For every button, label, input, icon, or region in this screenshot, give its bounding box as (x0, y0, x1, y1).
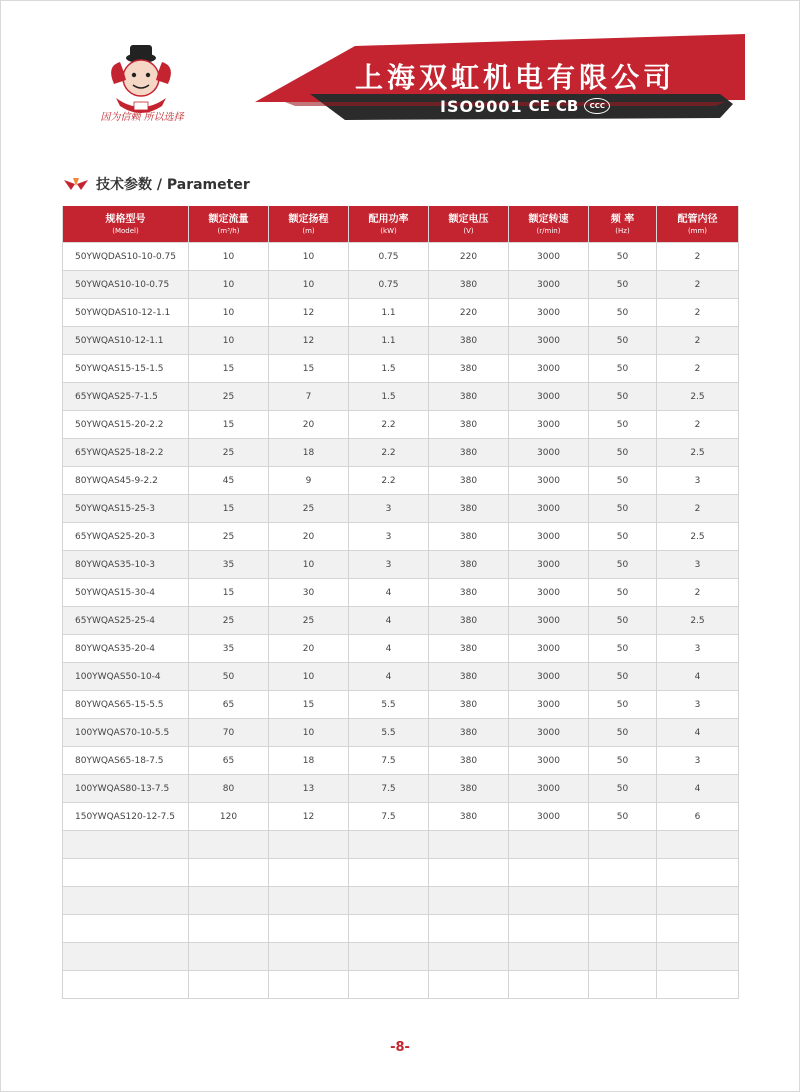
column-header (189, 206, 269, 243)
table-cell: 7.5 (349, 803, 429, 831)
table-cell: 5.5 (349, 691, 429, 719)
table-cell: 2 (657, 579, 739, 607)
table-cell: 3000 (509, 551, 589, 579)
parameter-table (62, 206, 739, 999)
empty-cell (349, 943, 429, 971)
column-header-label: 配用功率 (368, 213, 409, 225)
model-cell: 50YWQAS10-10-0.75 (63, 271, 189, 299)
table-row (63, 607, 739, 635)
empty-cell (429, 887, 509, 915)
column-header-unit: (kW) (380, 226, 397, 235)
empty-cell (63, 971, 189, 999)
table-cell: 50 (589, 551, 657, 579)
certification-row (440, 96, 610, 116)
table-cell: 3 (349, 495, 429, 523)
table-row (63, 663, 739, 691)
table-cell: 10 (189, 243, 269, 271)
table-row (63, 551, 739, 579)
table-cell: 50 (589, 579, 657, 607)
table-cell: 2.2 (349, 411, 429, 439)
table-cell: 50 (589, 663, 657, 691)
table-cell: 50 (589, 327, 657, 355)
table-cell: 35 (189, 551, 269, 579)
table-row (63, 691, 739, 719)
ccc-mark-icon: CCC (584, 98, 610, 114)
table-cell: 7 (269, 383, 349, 411)
table-cell: 3 (657, 635, 739, 663)
empty-cell (189, 859, 269, 887)
table-cell: 25 (189, 383, 269, 411)
table-cell: 4 (657, 719, 739, 747)
model-cell: 65YWQAS25-25-4 (63, 607, 189, 635)
table-cell: 380 (429, 579, 509, 607)
empty-cell (189, 831, 269, 859)
column-header-unit: (m³/h) (217, 226, 240, 235)
table-cell: 50 (589, 383, 657, 411)
empty-cell (349, 887, 429, 915)
table-cell: 10 (269, 271, 349, 299)
empty-cell (269, 887, 349, 915)
column-header-unit: (Hz) (615, 226, 630, 235)
table-cell: 380 (429, 467, 509, 495)
table-cell: 3000 (509, 327, 589, 355)
table-row (63, 467, 739, 495)
empty-cell (509, 915, 589, 943)
model-cell: 50YWQAS10-12-1.1 (63, 327, 189, 355)
empty-cell (429, 971, 509, 999)
table-cell: 50 (589, 803, 657, 831)
empty-cell (269, 831, 349, 859)
table-cell: 50 (589, 271, 657, 299)
column-header (589, 206, 657, 243)
table-cell: 4 (349, 607, 429, 635)
table-row (63, 439, 739, 467)
table-cell: 3 (657, 467, 739, 495)
table-cell: 4 (657, 775, 739, 803)
table-row (63, 719, 739, 747)
table-row (63, 271, 739, 299)
table-cell: 380 (429, 551, 509, 579)
empty-cell (657, 971, 739, 999)
table-cell: 3000 (509, 495, 589, 523)
empty-cell (269, 971, 349, 999)
table-cell: 2 (657, 243, 739, 271)
table-cell: 50 (589, 355, 657, 383)
page-number: -8- (390, 1040, 410, 1055)
table-cell: 3000 (509, 271, 589, 299)
empty-cell (589, 971, 657, 999)
table-cell: 2.5 (657, 383, 739, 411)
table-cell: 65 (189, 747, 269, 775)
empty-cell (429, 831, 509, 859)
empty-cell (509, 887, 589, 915)
empty-cell (589, 943, 657, 971)
model-cell: 50YWQAS15-30-4 (63, 579, 189, 607)
table-cell: 380 (429, 691, 509, 719)
table-cell: 380 (429, 355, 509, 383)
table-body (63, 243, 739, 999)
table-cell: 3000 (509, 691, 589, 719)
table-row (63, 635, 739, 663)
cb-mark-icon: CB (555, 97, 579, 115)
empty-table-row (63, 915, 739, 943)
column-header-label: 配管内径 (677, 213, 718, 225)
table-cell: 380 (429, 439, 509, 467)
table-cell: 2 (657, 327, 739, 355)
table-cell: 380 (429, 327, 509, 355)
table-cell: 13 (269, 775, 349, 803)
column-header-label: 频 率 (610, 213, 635, 225)
table-cell: 380 (429, 495, 509, 523)
table-cell: 50 (589, 467, 657, 495)
table-cell: 2.2 (349, 439, 429, 467)
empty-cell (63, 831, 189, 859)
table-cell: 25 (189, 439, 269, 467)
table-row (63, 327, 739, 355)
table-cell: 3000 (509, 411, 589, 439)
table-cell: 380 (429, 775, 509, 803)
table-cell: 9 (269, 467, 349, 495)
model-cell: 50YWQAS15-20-2.2 (63, 411, 189, 439)
column-header-unit: (V) (463, 226, 474, 235)
table-cell: 50 (589, 607, 657, 635)
model-cell: 80YWQAS65-18-7.5 (63, 747, 189, 775)
empty-cell (429, 943, 509, 971)
table-row (63, 243, 739, 271)
table-cell: 3 (657, 691, 739, 719)
table-cell: 15 (189, 411, 269, 439)
empty-cell (509, 943, 589, 971)
empty-cell (63, 915, 189, 943)
table-cell: 10 (269, 243, 349, 271)
empty-table-row (63, 943, 739, 971)
table-row (63, 775, 739, 803)
empty-cell (349, 859, 429, 887)
table-cell: 1.5 (349, 383, 429, 411)
empty-cell (429, 915, 509, 943)
empty-cell (349, 915, 429, 943)
table-cell: 3000 (509, 439, 589, 467)
table-cell: 380 (429, 523, 509, 551)
column-header-unit: (m) (302, 226, 315, 235)
table-row (63, 355, 739, 383)
table-cell: 15 (269, 691, 349, 719)
table-cell: 15 (189, 579, 269, 607)
table-cell: 15 (269, 355, 349, 383)
empty-cell (63, 859, 189, 887)
column-header (429, 206, 509, 243)
table-cell: 380 (429, 271, 509, 299)
table-cell: 50 (589, 243, 657, 271)
empty-cell (589, 831, 657, 859)
table-cell: 3000 (509, 775, 589, 803)
table-cell: 3000 (509, 635, 589, 663)
column-header-unit: (r/min) (536, 226, 561, 235)
table-cell: 3000 (509, 299, 589, 327)
table-row (63, 579, 739, 607)
table-cell: 12 (269, 299, 349, 327)
column-header (349, 206, 429, 243)
table-cell: 70 (189, 719, 269, 747)
table-cell: 3000 (509, 747, 589, 775)
table-cell: 3000 (509, 607, 589, 635)
table-cell: 30 (269, 579, 349, 607)
table-cell: 2 (657, 355, 739, 383)
table-row (63, 299, 739, 327)
table-cell: 20 (269, 523, 349, 551)
table-cell: 380 (429, 635, 509, 663)
column-header-unit: (mm) (687, 226, 708, 235)
table-cell: 25 (189, 607, 269, 635)
model-cell: 100YWQAS80-13-7.5 (63, 775, 189, 803)
table-cell: 3000 (509, 523, 589, 551)
empty-cell (657, 831, 739, 859)
table-cell: 3000 (509, 579, 589, 607)
model-cell: 80YWQAS35-20-4 (63, 635, 189, 663)
table-cell: 25 (269, 607, 349, 635)
table-cell: 380 (429, 719, 509, 747)
table-row (63, 495, 739, 523)
model-cell: 65YWQAS25-7-1.5 (63, 383, 189, 411)
table-cell: 220 (429, 299, 509, 327)
table-cell: 10 (269, 719, 349, 747)
empty-cell (349, 971, 429, 999)
empty-cell (189, 943, 269, 971)
table-row (63, 411, 739, 439)
table-cell: 18 (269, 747, 349, 775)
table-cell: 50 (189, 663, 269, 691)
table-cell: 12 (269, 803, 349, 831)
table-cell: 2 (657, 411, 739, 439)
table-cell: 3 (349, 551, 429, 579)
table-cell: 3000 (509, 663, 589, 691)
column-header-unit: (Model) (112, 226, 139, 235)
model-cell: 80YWQAS45-9-2.2 (63, 467, 189, 495)
table-cell: 20 (269, 411, 349, 439)
empty-cell (269, 859, 349, 887)
empty-cell (349, 831, 429, 859)
model-cell: 50YWQDAS10-12-1.1 (63, 299, 189, 327)
table-cell: 50 (589, 411, 657, 439)
table-cell: 10 (189, 327, 269, 355)
table-cell: 50 (589, 775, 657, 803)
table-row (63, 383, 739, 411)
table-cell: 4 (349, 663, 429, 691)
table-cell: 7.5 (349, 747, 429, 775)
company-name: 上海双虹机电有限公司 (354, 61, 675, 94)
table-cell: 2 (657, 271, 739, 299)
table-cell: 380 (429, 663, 509, 691)
column-header (63, 206, 189, 243)
empty-cell (509, 859, 589, 887)
table-cell: 50 (589, 523, 657, 551)
empty-cell (63, 943, 189, 971)
table-cell: 380 (429, 383, 509, 411)
table-cell: 2.5 (657, 523, 739, 551)
model-cell: 100YWQAS70-10-5.5 (63, 719, 189, 747)
table-cell: 50 (589, 747, 657, 775)
table-cell: 380 (429, 411, 509, 439)
table-cell: 7.5 (349, 775, 429, 803)
iso-certification: ISO9001 (440, 96, 523, 116)
model-cell: 100YWQAS50-10-4 (63, 663, 189, 691)
section-header (64, 174, 250, 194)
table-cell: 4 (349, 635, 429, 663)
section-title: 技术参数 / Parameter (96, 177, 250, 193)
table-cell: 4 (349, 579, 429, 607)
table-cell: 0.75 (349, 271, 429, 299)
table-cell: 6 (657, 803, 739, 831)
table-cell: 4 (657, 663, 739, 691)
table-cell: 65 (189, 691, 269, 719)
table-cell: 0.75 (349, 243, 429, 271)
column-header-label: 额定转速 (528, 213, 569, 225)
column-header-label: 额定电压 (448, 213, 489, 225)
column-header-label: 额定流量 (208, 213, 249, 225)
table-cell: 50 (589, 439, 657, 467)
column-header-label: 额定扬程 (288, 213, 329, 225)
table-cell: 5.5 (349, 719, 429, 747)
empty-cell (509, 831, 589, 859)
empty-cell (589, 887, 657, 915)
parameter-table-container (62, 206, 738, 999)
model-cell: 150YWQAS120-12-7.5 (63, 803, 189, 831)
table-cell: 2.2 (349, 467, 429, 495)
table-cell: 220 (429, 243, 509, 271)
model-cell: 65YWQAS25-18-2.2 (63, 439, 189, 467)
table-cell: 10 (269, 663, 349, 691)
table-cell: 25 (269, 495, 349, 523)
model-cell: 80YWQAS35-10-3 (63, 551, 189, 579)
table-header-row (63, 206, 739, 243)
table-cell: 45 (189, 467, 269, 495)
table-cell: 18 (269, 439, 349, 467)
table-cell: 50 (589, 635, 657, 663)
table-cell: 20 (269, 635, 349, 663)
column-header (509, 206, 589, 243)
column-header (657, 206, 739, 243)
empty-table-row (63, 887, 739, 915)
empty-cell (189, 915, 269, 943)
empty-cell (657, 887, 739, 915)
empty-cell (189, 971, 269, 999)
table-cell: 15 (189, 495, 269, 523)
model-cell: 65YWQAS25-20-3 (63, 523, 189, 551)
empty-cell (269, 943, 349, 971)
table-cell: 1.5 (349, 355, 429, 383)
table-cell: 1.1 (349, 299, 429, 327)
table-cell: 10 (269, 551, 349, 579)
section-marker-icon (64, 178, 88, 190)
table-cell: 380 (429, 747, 509, 775)
empty-cell (589, 915, 657, 943)
table-cell: 3000 (509, 383, 589, 411)
table-cell: 25 (189, 523, 269, 551)
table-cell: 3 (657, 747, 739, 775)
table-cell: 3000 (509, 243, 589, 271)
table-cell: 380 (429, 803, 509, 831)
table-cell: 2 (657, 299, 739, 327)
table-row (63, 747, 739, 775)
table-cell: 3000 (509, 355, 589, 383)
ce-mark-icon: CE (528, 97, 550, 115)
table-cell: 3000 (509, 803, 589, 831)
empty-cell (657, 943, 739, 971)
table-cell: 12 (269, 327, 349, 355)
table-cell: 50 (589, 299, 657, 327)
table-cell: 380 (429, 607, 509, 635)
table-cell: 15 (189, 355, 269, 383)
empty-cell (657, 859, 739, 887)
table-cell: 50 (589, 719, 657, 747)
column-header (269, 206, 349, 243)
table-cell: 3 (657, 551, 739, 579)
table-cell: 3000 (509, 467, 589, 495)
table-row (63, 803, 739, 831)
empty-cell (63, 887, 189, 915)
empty-cell (429, 859, 509, 887)
table-row (63, 523, 739, 551)
table-cell: 120 (189, 803, 269, 831)
empty-cell (509, 971, 589, 999)
logo-tagline: 因为信赖 所以选择 (100, 112, 184, 123)
empty-cell (189, 887, 269, 915)
empty-table-row (63, 831, 739, 859)
empty-table-row (63, 859, 739, 887)
table-cell: 2.5 (657, 607, 739, 635)
model-cell: 50YWQAS15-15-1.5 (63, 355, 189, 383)
table-cell: 3000 (509, 719, 589, 747)
table-cell: 2.5 (657, 439, 739, 467)
table-cell: 80 (189, 775, 269, 803)
model-cell: 50YWQDAS10-10-0.75 (63, 243, 189, 271)
empty-cell (269, 915, 349, 943)
empty-cell (657, 915, 739, 943)
table-cell: 3 (349, 523, 429, 551)
table-cell: 50 (589, 495, 657, 523)
empty-cell (589, 859, 657, 887)
model-cell: 80YWQAS65-15-5.5 (63, 691, 189, 719)
empty-table-row (63, 971, 739, 999)
table-cell: 1.1 (349, 327, 429, 355)
table-cell: 10 (189, 299, 269, 327)
table-cell: 35 (189, 635, 269, 663)
table-cell: 10 (189, 271, 269, 299)
table-cell: 50 (589, 691, 657, 719)
table-cell: 2 (657, 495, 739, 523)
column-header-label: 规格型号 (105, 213, 146, 225)
model-cell: 50YWQAS15-25-3 (63, 495, 189, 523)
